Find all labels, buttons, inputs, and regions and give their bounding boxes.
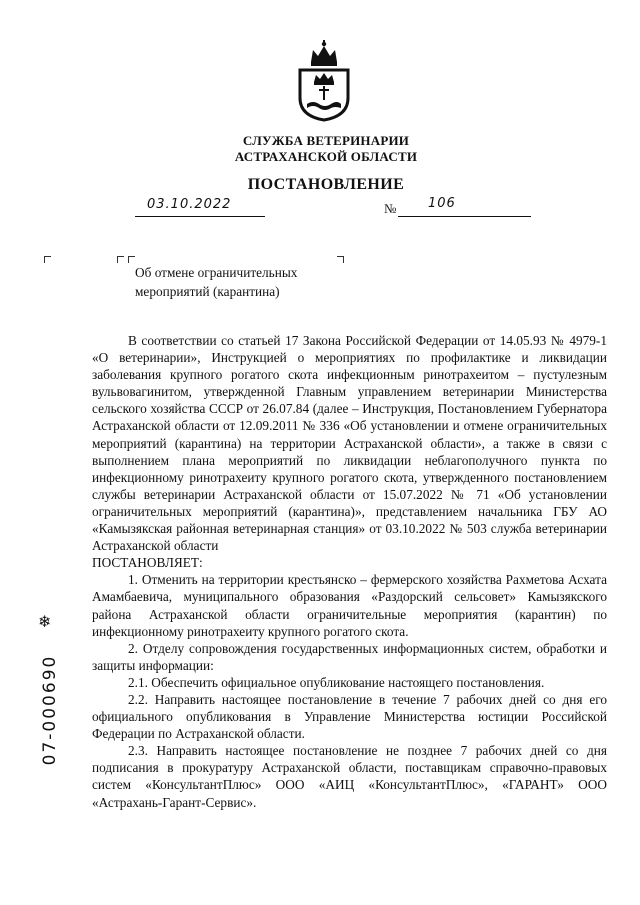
corner-mark-left: [44, 256, 51, 263]
item-2: 2. Отделу сопровождения государственных информационных систем, обработки и защиты информации:: [92, 640, 607, 673]
margin-serial-number: 07-000690: [40, 654, 60, 766]
astrakhan-coat-of-arms-icon: [297, 40, 351, 122]
document-type-title: ПОСТАНОВЛЕНИЕ: [247, 176, 405, 193]
document-number: 106: [428, 196, 456, 211]
decree-heading: ПОСТАНОВЛЯЕТ:: [92, 555, 203, 571]
document-date: 03.10.2022: [147, 197, 232, 212]
item-2-1: 2.1. Обеспечить официальное опубликование настоящего постановления.: [128, 674, 545, 690]
subject-line1: Об отмене ограничительных: [135, 265, 298, 280]
corner-mark-subject-right: [337, 256, 344, 263]
number-label: №: [384, 201, 397, 216]
document-subject: [135, 263, 345, 301]
corner-mark-subject-left-1: [117, 256, 124, 263]
corner-mark-subject-left-2: [128, 256, 135, 263]
document-body: [92, 332, 607, 811]
item-2-3: 2.3. Направить настоящее постановление не позднее 7 рабочих дней со дня подписания в прокуратуру Астраханской области, поставщикам справочно-правовых систем «КонсультантПлюс» ООО «АИЦ «КонсультантПлюс», «ГАРАНТ» ООО «Астрахань-Гарант-Сервис».: [92, 743, 607, 810]
snowflake-icon: ❄: [38, 612, 52, 631]
intro-paragraph: В соответствии со статьей 17 Закона Российской Федерации от 14.05.93 № 4979-1 «О ветеринарии», Инструкцией о мероприятиях по профилактике и ликвидации заболевания крупного рогатого скота инфекционным ринотрахеитом – пустулезным вульвовагинитом, утвержденной Главным управлением ветеринарии Министерства сельского хозяйства СССР от 26.07.84 (далее – Инструкция, Постановлением Губернатора Астраханской области от 12.09.2011 № 336 «Об установлении и отмене ограничительных мероприятий (карантина) на территории Астраханской области», а также в связи с выполнением плана мероприятий по ликвидации неблагополучного пункта по инфекционному ринотрахеиту крупного рогатого скота, утвержденного постановлением службы ветеринарии Астраханской области от 15.07.2022 № 71 «Об установлении ограничительных мероприятий (карантина)», представлением начальника ГБУ АО «Камызякская районная ветеринарная станция» от 03.10.2022 № 503 служба ветеринарии Астраханской области: [92, 333, 607, 554]
organization-name-line1: СЛУЖБА ВЕТЕРИНАРИИ: [242, 133, 410, 148]
item-1: 1. Отменить на территории крестьянско – фермерского хозяйства Рахметова Асхата Амамбаевича, муниципального образования «Раздорский сельсовет» Камызякского района Астраханской области ограничительные мероприятия (карантин) по инфекционному ринотрахеиту крупного рогатого скота.: [92, 572, 607, 639]
item-2-2: 2.2. Направить настоящее постановление в течение 7 рабочих дней со дня его официального опубликования в Управление Министерства юстиции Российской Федерации по Астраханской области.: [92, 691, 607, 742]
subject-line2: мероприятий (карантина): [135, 284, 280, 299]
number-underline: [398, 199, 531, 217]
organization-name-line2: АСТРАХАНСКОЙ ОБЛАСТИ: [234, 149, 418, 164]
